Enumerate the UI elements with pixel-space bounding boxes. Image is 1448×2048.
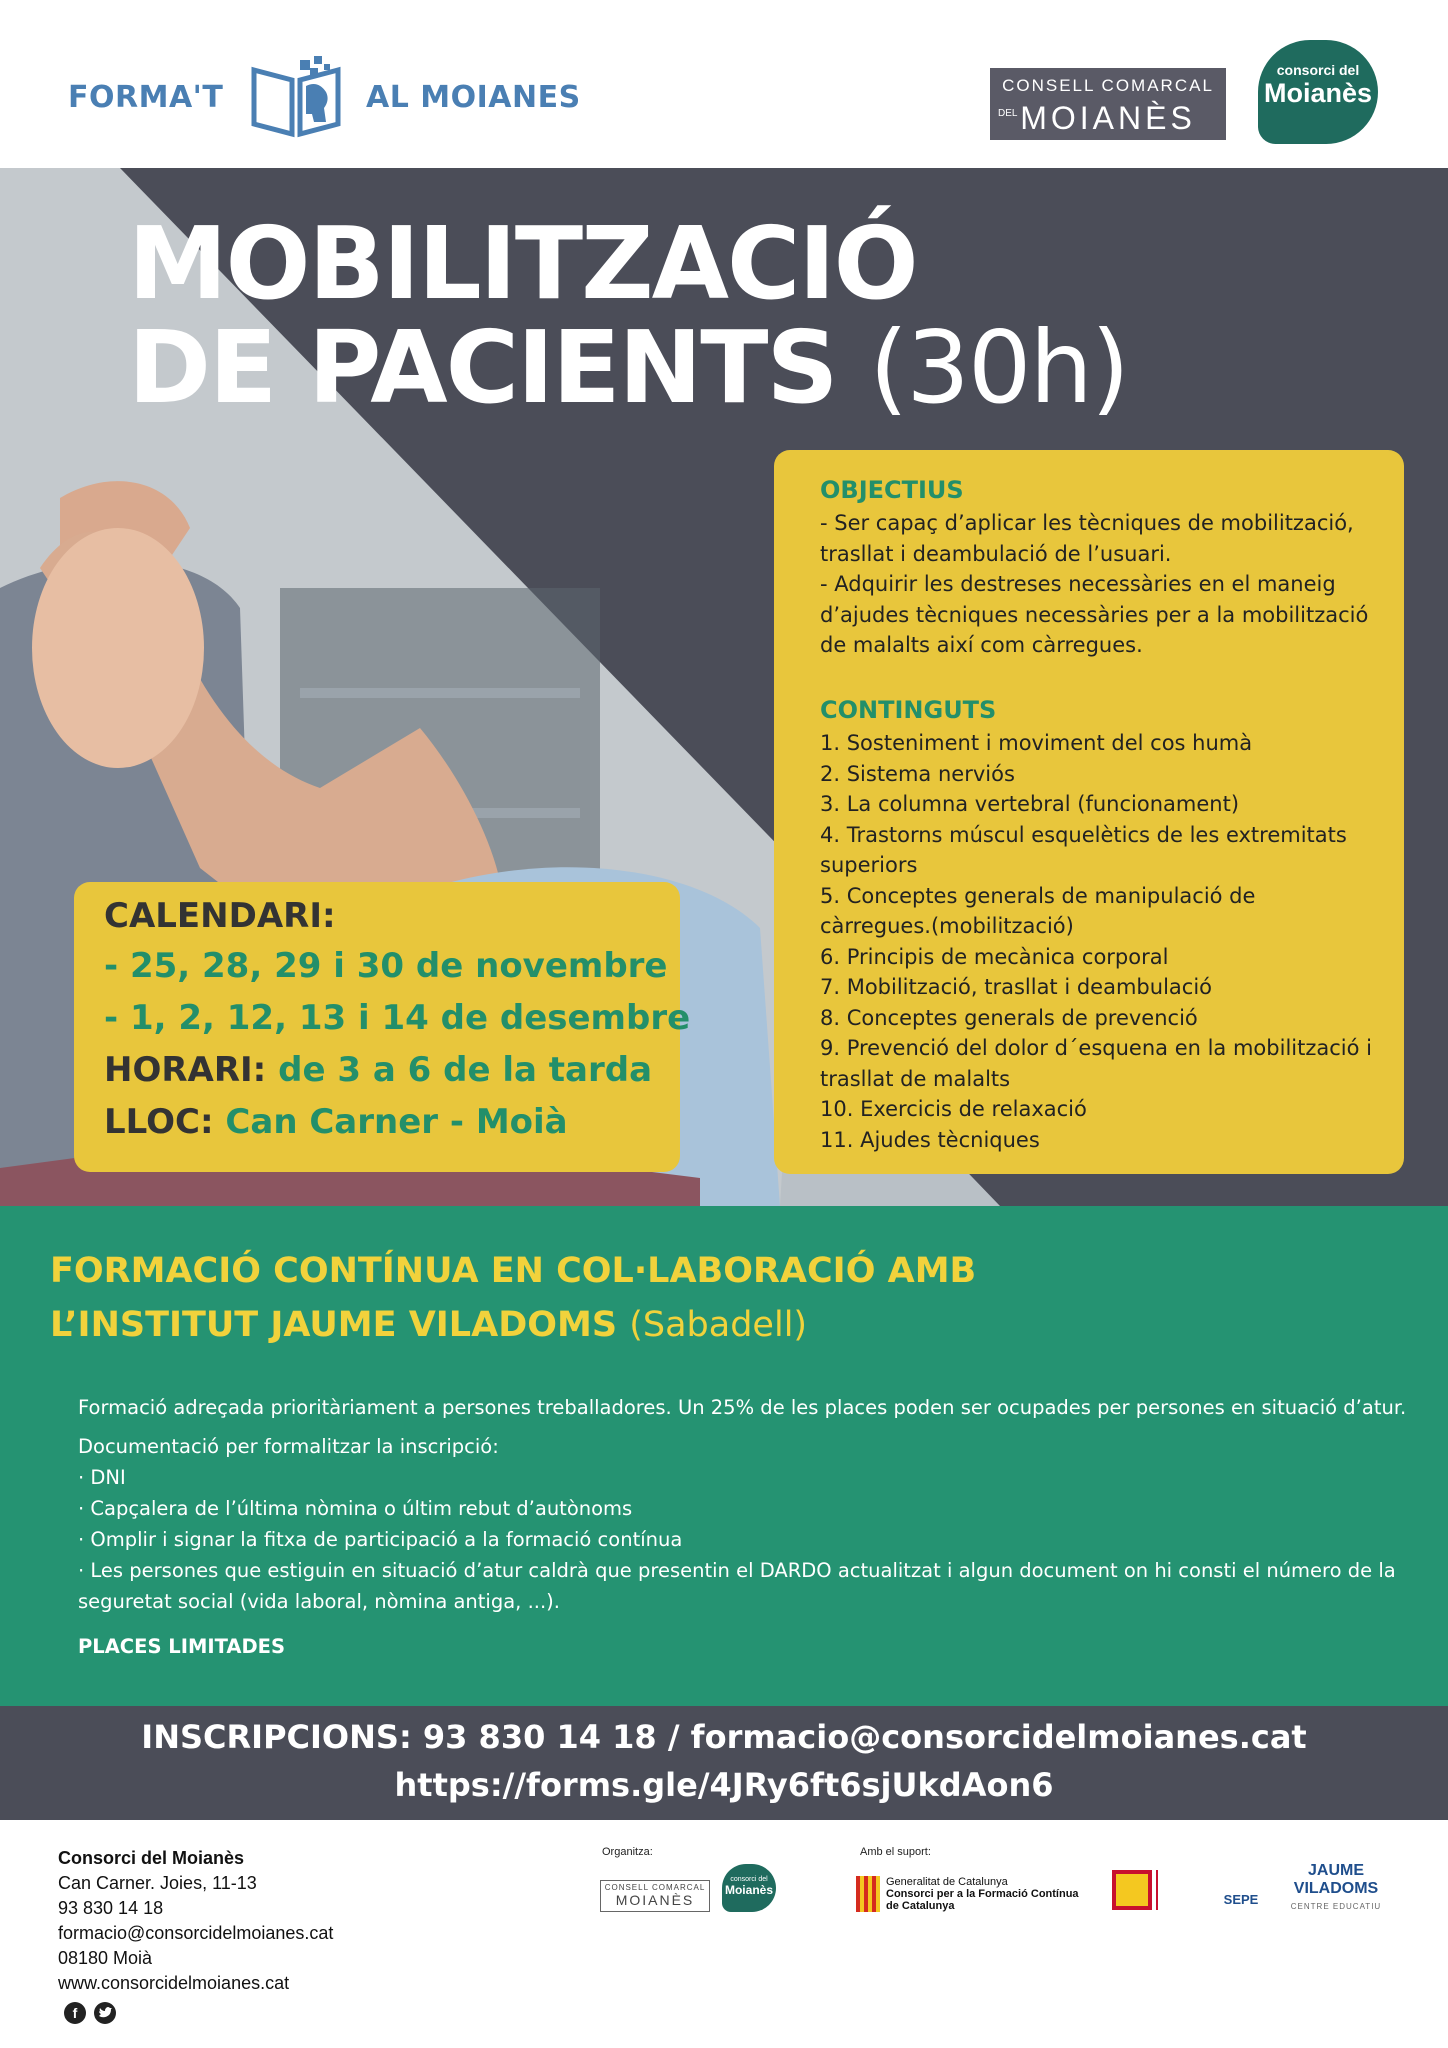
places-limitades: PLACES LIMITADES: [78, 1635, 286, 1658]
footer-consorci-logo: [722, 1864, 776, 1912]
sepe-logo: SEPE: [1223, 1892, 1259, 1907]
footer-consell-logo: [600, 1880, 710, 1912]
intro-text: Formació adreçada prioritàriament a persones treballadores. Un 25% de les places poden ser ocupades per persones en situació d’atur.: [78, 1396, 1407, 1419]
title-line-2: [128, 309, 1128, 426]
continguts-line: 7. Mobilització, trasllat i deambulació: [820, 975, 1212, 999]
institut-city: (Sabadell): [629, 1305, 808, 1345]
footer-postal: 08180 Moià: [58, 1948, 153, 1968]
footer-phone[interactable]: 93 830 14 18: [58, 1898, 164, 1918]
continguts-list: [820, 728, 1400, 1155]
inscripcions-contact[interactable]: INSCRIPCIONS: 93 830 14 18 / formacio@consorcidelmoianes.cat: [141, 1718, 1307, 1756]
continguts-line: 5. Conceptes generals de manipulació de: [820, 883, 1256, 908]
collaboration-body: [78, 1392, 1418, 1662]
jv-line-3: CENTRE EDUCATIU: [1290, 1902, 1382, 1911]
doc-item: · Omplir i signar la fitxa de participació a la formació contínua: [78, 1528, 683, 1551]
footer-consell-top: CONSELL COMARCAL: [604, 1883, 706, 1892]
title-line-2-text: DE PACIENTS: [128, 309, 837, 426]
continguts-line: 10. Exercicis de relaxació: [820, 1097, 1087, 1121]
lloc-line: [104, 1102, 568, 1142]
gencat-line-3: de Catalunya: [886, 1900, 955, 1912]
consorci-moianes-logo: [1258, 40, 1378, 144]
lloc-value: Can Carner - Moià: [225, 1102, 568, 1142]
objectius-line: d’ajudes tècniques necessàries per a la mobilització: [820, 602, 1369, 627]
jv-line-1: JAUME: [1307, 1862, 1364, 1879]
facebook-icon[interactable]: f: [64, 2002, 86, 2024]
doc-item: · DNI: [78, 1466, 126, 1489]
book-logo-icon: [248, 56, 344, 138]
gencat-line-1: Generalitat de Catalunya: [886, 1876, 1008, 1888]
calendari-heading: CALENDARI:: [104, 896, 336, 936]
footer-web[interactable]: www.consorcidelmoianes.cat: [58, 1973, 290, 1993]
doc-item: seguretat social (vida laboral, nòmina antiga, ...).: [78, 1590, 560, 1613]
page-header: [0, 0, 1448, 168]
doc-item: · Capçalera de l’última nòmina o últim rebut d’autònoms: [78, 1497, 633, 1520]
title-line-1: MOBILITZACIÓ: [128, 205, 917, 322]
consell-del-text: DEL: [998, 108, 1018, 119]
continguts-line: 11. Ajudes tècniques: [820, 1127, 1040, 1152]
suport-label: Amb el suport:: [860, 1846, 931, 1858]
gencat-line-2: Consorci per a la Formació Contínua: [886, 1888, 1079, 1900]
doc-heading: Documentació per formalitzar la inscripció:: [78, 1435, 499, 1458]
jv-line-2: VILADOMS: [1293, 1880, 1379, 1897]
footer-consorci-big: Moianès: [724, 1883, 773, 1897]
collaboration-title: [50, 1244, 976, 1352]
horari-label: HORARI:: [104, 1050, 267, 1090]
institut-name: L’INSTITUT JAUME VILADOMS: [50, 1305, 618, 1345]
continguts-line: 4. Trastorns múscul esquelètics de les extremitats: [820, 822, 1347, 847]
brand-forma-t: FORMA'T: [68, 80, 224, 115]
objectius-line: - Adquirir les destreses necessàries en el maneig: [820, 572, 1336, 596]
continguts-heading: CONTINGUTS: [820, 696, 997, 724]
title-hours: (30h): [869, 309, 1128, 426]
footer-email[interactable]: formacio@consorcidelmoianes.cat: [58, 1923, 334, 1943]
calendari-dates-2: - 1, 2, 12, 13 i 14 de desembre: [104, 998, 691, 1038]
spain-coat-of-arms-icon: [1112, 1870, 1152, 1910]
objectius-line: de malalts així com càrregues.: [820, 633, 1143, 657]
horari-line: [104, 1050, 652, 1090]
collaboration-title-line-1: FORMACIÓ CONTÍNUA EN COL·LABORACIÓ AMB: [50, 1251, 977, 1291]
collaboration-section: [0, 1206, 1448, 1706]
lloc-label: LLOC:: [104, 1102, 214, 1142]
doc-item: · Les persones que estiguin en situació d’atur caldrà que presentin el DARDO actualitzat i algun document on hi consti el número de la: [78, 1559, 1396, 1582]
ministerio-logo: [1156, 1870, 1218, 1910]
horari-value: de 3 a 6 de la tarda: [278, 1050, 653, 1090]
consorci-big-text: Moianès: [1263, 78, 1373, 108]
consorci-small-text: consorci del: [1276, 62, 1360, 78]
continguts-line: 3. La columna vertebral (funcionament): [820, 792, 1240, 816]
footer-org-name: Consorci del Moianès: [58, 1848, 245, 1868]
continguts-line: 8. Conceptes generals de prevenció: [820, 1005, 1198, 1030]
objectius-list: [820, 508, 1400, 661]
objectius-line: trasllat i deambulació de l’usuari.: [820, 541, 1172, 566]
consell-comarcal-logo: [990, 68, 1226, 140]
objectius-heading: OBJECTIUS: [820, 476, 964, 504]
consell-bottom-text: MOIANÈS: [1020, 100, 1196, 136]
continguts-line: 9. Prevenció del dolor d´esquena en la mobilització i: [820, 1036, 1372, 1060]
inscripcions-band: [0, 1706, 1448, 1820]
organitza-label: Organitza:: [602, 1846, 653, 1858]
inscripcions-form-link[interactable]: https://forms.gle/4JRy6ft6sjUkdAon6: [394, 1766, 1054, 1804]
twitter-icon[interactable]: [94, 2002, 116, 2024]
objectius-line: - Ser capaç d’aplicar les tècniques de mobilització,: [820, 511, 1354, 535]
brand-al-moianes: AL MOIANES: [366, 80, 581, 115]
footer-consell-bottom: MOIANÈS: [615, 1892, 695, 1908]
consell-top-text: CONSELL COMARCAL: [1002, 76, 1214, 95]
collaboration-title-line-2: [50, 1298, 976, 1352]
continguts-line: càrregues.(mobilització): [820, 914, 1074, 938]
continguts-line: 6. Principis de mecànica corporal: [820, 944, 1169, 969]
course-title: [128, 205, 1128, 426]
jaume-viladoms-logo: [1288, 1862, 1384, 1916]
gencat-logo-text: [886, 1876, 1079, 1912]
continguts-line: 1. Sosteniment i moviment del cos humà: [820, 731, 1253, 755]
continguts-line: 2. Sistema nerviós: [820, 761, 1015, 786]
calendari-box: [74, 882, 691, 1172]
footer-address: Can Carner. Joies, 11-13: [58, 1873, 257, 1893]
continguts-line: superiors: [820, 853, 918, 877]
continguts-line: trasllat de malalts: [820, 1066, 1011, 1091]
hero-section: [0, 168, 1448, 1206]
footer-consorci-small: consorci del: [730, 1876, 768, 1883]
calendari-dates-1: - 25, 28, 29 i 30 de novembre: [104, 946, 668, 986]
gencat-flag-icon: [856, 1876, 880, 1912]
footer-contact: [58, 1846, 333, 1996]
objectius-continguts-box: [774, 450, 1404, 1174]
